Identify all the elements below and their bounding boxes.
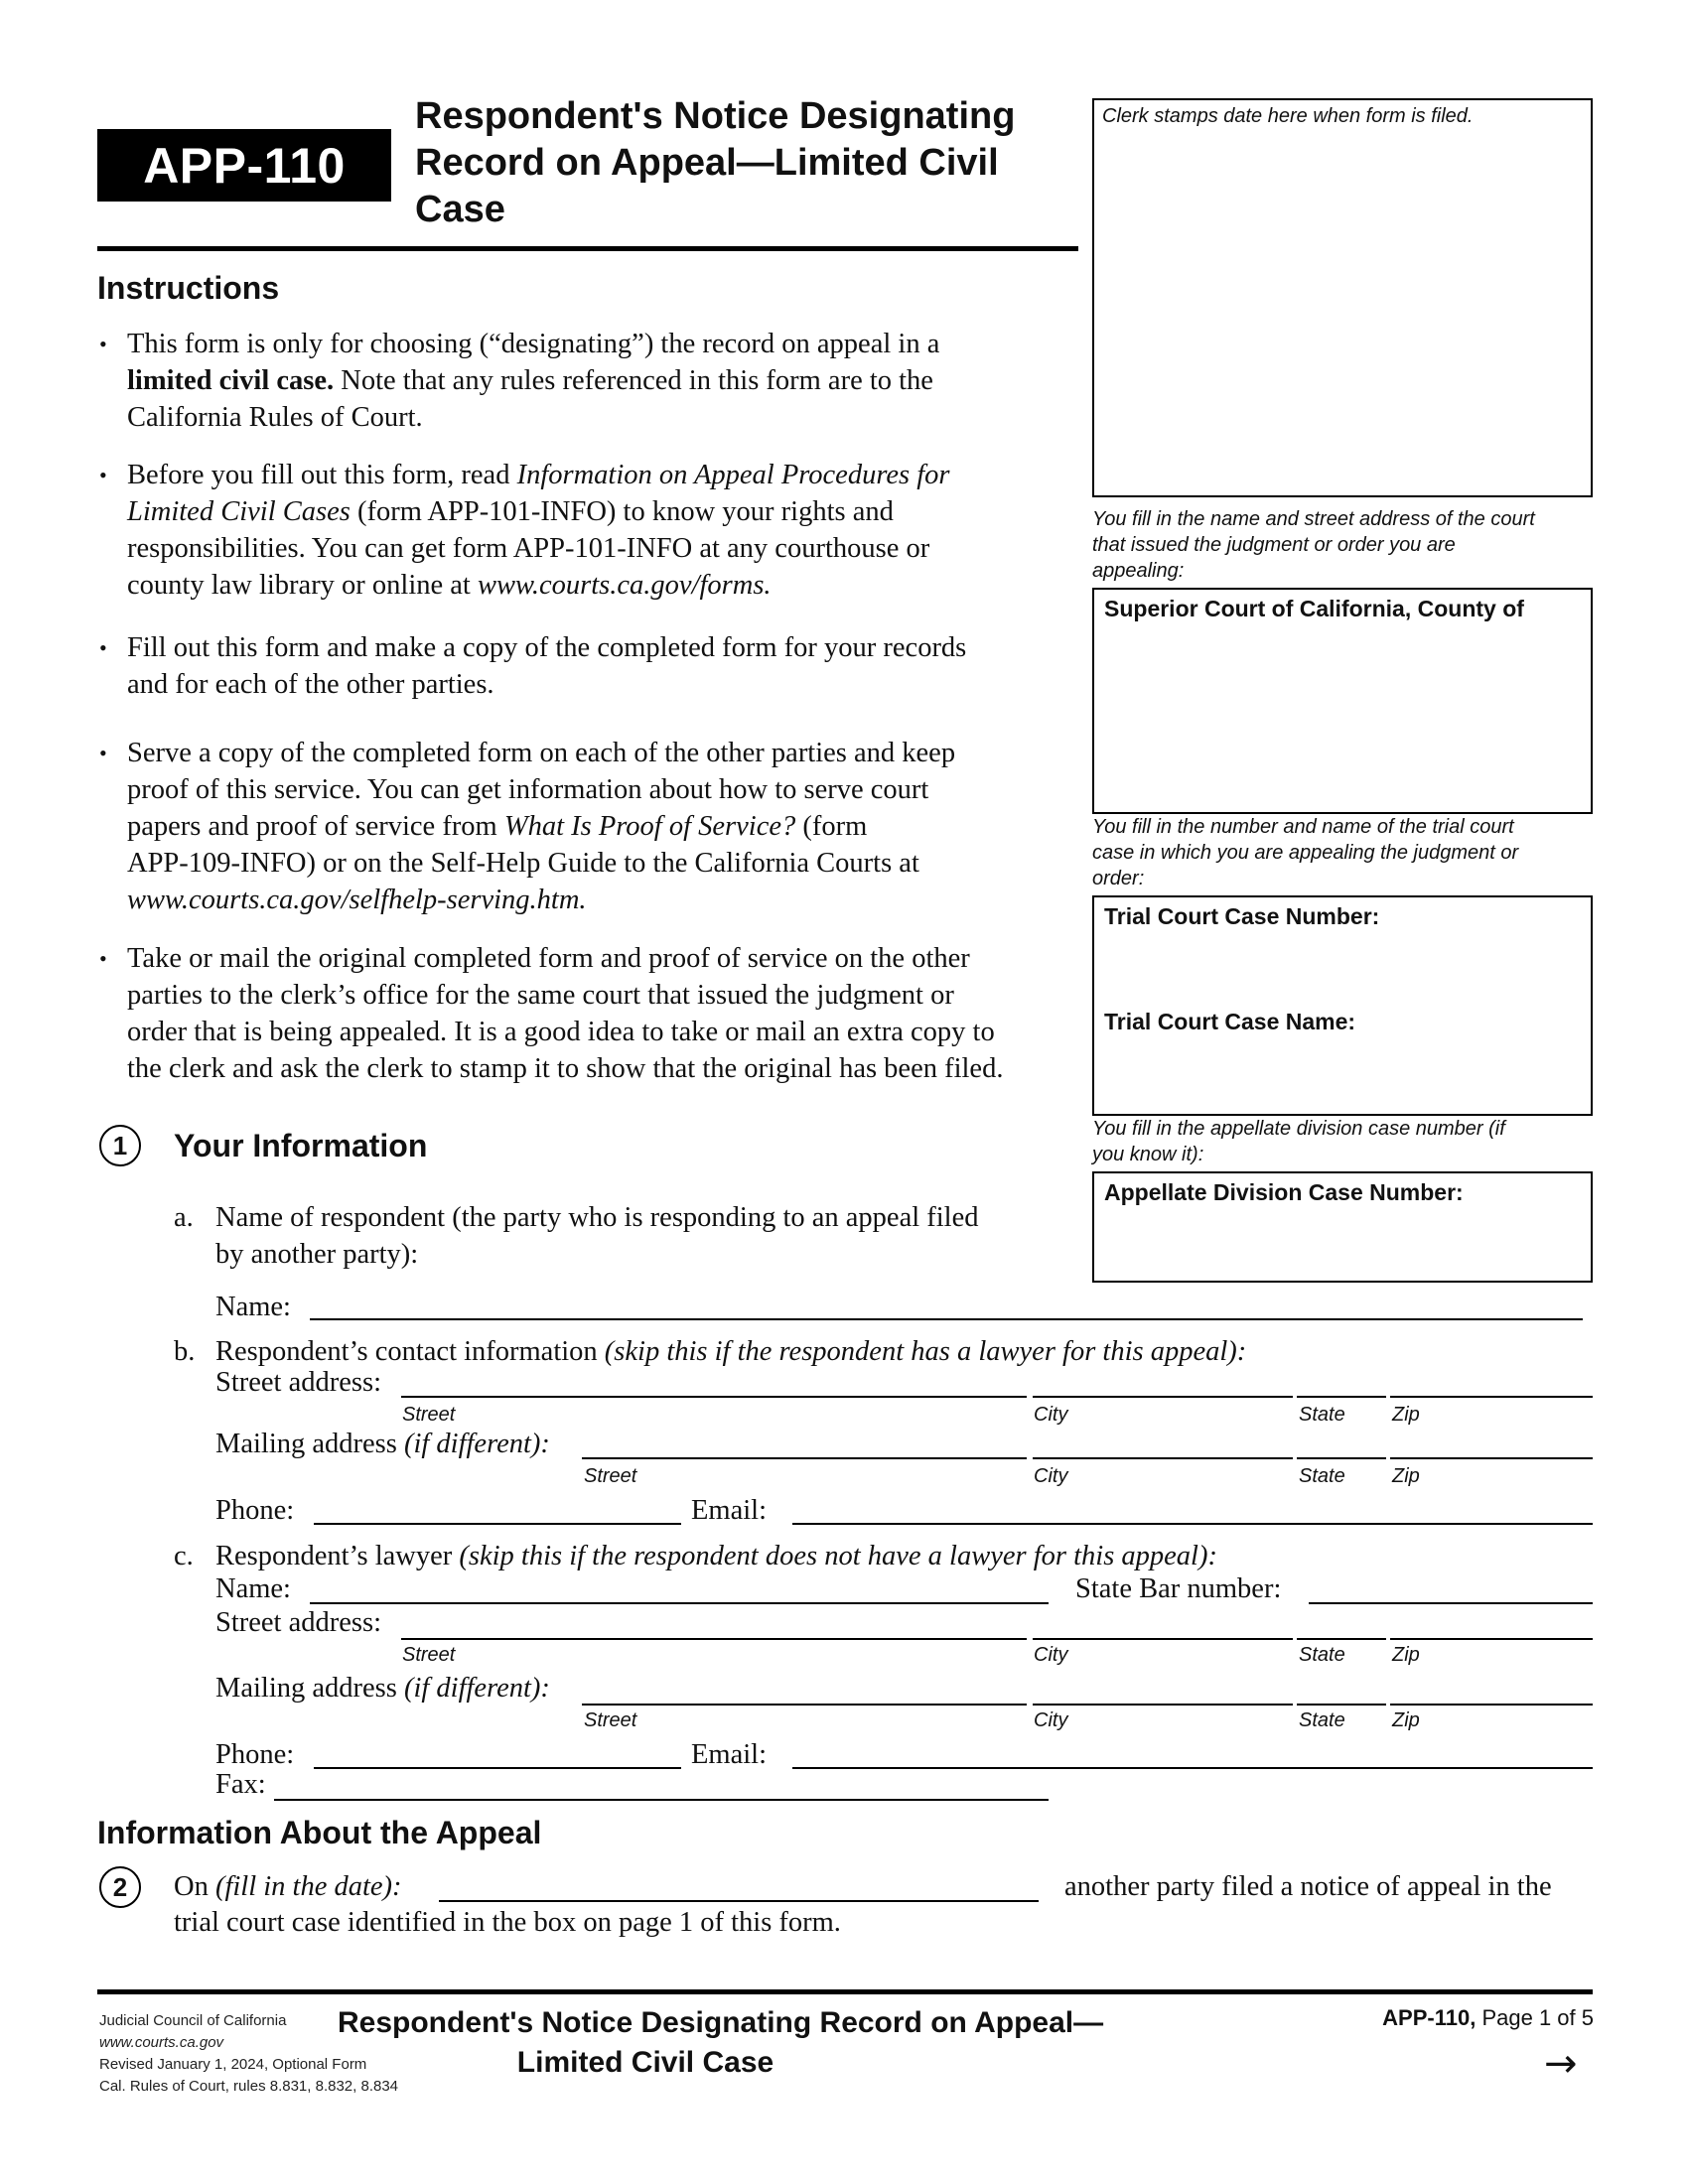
street-sublabel: Street [584,1709,637,1731]
footer-title-line: Respondent's Notice Designating Record on Appeal— [338,2006,1104,2039]
item-a-line: by another party): [215,1239,419,1270]
instruction-line: proof of this service. You can get information about how to serve court [127,774,929,805]
zip-sublabel: Zip [1392,1644,1420,1666]
selfhelp-link[interactable]: www.courts.ca.gov/selfhelp-serving.htm. [127,885,587,915]
instruction-line: • Before you fill out this form, read Information on Appeal Procedures for [127,460,950,490]
street-sublabel: Street [402,1644,456,1666]
lawyer-email-field[interactable] [792,1767,1593,1769]
appeal-info-heading: Information About the Appeal [97,1815,542,1850]
item-b-text: Respondent’s contact information (skip this if the respondent has a lawyer for this appeal): [215,1336,1247,1367]
form-title-line: Case [415,189,505,230]
instruction-line: California Rules of Court. [127,402,423,433]
instruction-line: limited civil case. Note that any rules referenced in this form are to the [127,365,933,396]
title-divider [97,246,1078,251]
footer-title-line: Limited Civil Case [516,2046,774,2079]
instruction-bullet [97,629,1076,703]
email-label: Email: [691,1495,767,1526]
lawyer-state-field[interactable] [1297,1638,1386,1640]
lawyer-phone-field[interactable] [314,1767,681,1769]
fax-field[interactable] [274,1799,1049,1801]
city-sublabel: City [1034,1465,1068,1487]
court-note-line: You fill in the name and street address of the court [1092,508,1535,530]
section-2-number: 2 [99,1866,141,1908]
zip-field[interactable] [1390,1396,1593,1398]
lawyer-name-field[interactable] [310,1602,1049,1604]
instruction-line: • Take or mail the original completed form and proof of service on the other [127,943,970,974]
footer-left-line: Revised January 1, 2024, Optional Form [99,2056,367,2073]
footer-title [338,2003,1104,2083]
instruction-line: responsibilities. You can get form APP-101-INFO at any courthouse or [127,533,930,564]
instruction-line: papers and proof of service from What Is Proof of Service? (form [127,811,868,842]
city-sublabel: City [1034,1709,1068,1731]
lawyer-email-label: Email: [691,1739,767,1770]
item-a-letter: a. [174,1202,194,1233]
city-sublabel: City [1034,1404,1068,1426]
appeal-text-after: another party filed a notice of appeal in the [1064,1871,1552,1902]
instruction-bullet [97,326,1076,436]
instructions-heading: Instructions [97,270,280,306]
instruction-line: and for each of the other parties. [127,669,494,700]
section-1-number: 1 [99,1125,141,1166]
mailing-state-field[interactable] [1297,1457,1386,1459]
street-sublabel: Street [584,1465,637,1487]
instruction-bullet [97,735,1076,918]
instruction-bullet [97,940,1100,1087]
item-c-text: Respondent’s lawyer (skip this if the respondent does not have a lawyer for this appeal): [215,1541,1217,1571]
respondent-name-field[interactable] [310,1318,1583,1320]
trial-note-line: You fill in the number and name of the trial court [1092,816,1514,838]
instruction-line: county law library or online at www.courts.ca.gov/forms. [127,570,772,601]
item-a-line: Name of respondent (the party who is responding to an appeal filed [215,1202,979,1233]
instruction-line: the clerk and ask the clerk to stamp it to show that the original has been filed. [127,1053,1004,1084]
lawyer-street-address-label: Street address: [215,1607,381,1638]
clerk-stamp-box[interactable] [1092,98,1593,497]
instruction-line: Limited Civil Cases (form APP-101-INFO) to know your rights and [127,496,894,527]
footer-page-number: APP-110, Page 1 of 5 [1382,2005,1594,2030]
appellate-case-box[interactable] [1092,1171,1593,1283]
form-title-line: Record on Appeal—Limited Civil [415,142,999,184]
phone-field[interactable] [314,1523,681,1525]
forms-link[interactable]: www.courts.ca.gov/forms. [477,570,772,601]
footer-left-line: Cal. Rules of Court, rules 8.831, 8.832, 8.834 [99,2078,399,2095]
instruction-line: • Fill out this form and make a copy of the completed form for your records [127,632,967,663]
mailing-city-field[interactable] [1033,1457,1293,1459]
mailing-street-field[interactable] [582,1457,1027,1459]
state-bar-field[interactable] [1309,1602,1593,1604]
section-1-heading: Your Information [174,1128,428,1163]
mailing-zip-field[interactable] [1390,1457,1593,1459]
respondent-name-label: Name: [215,1292,291,1322]
zip-sublabel: Zip [1392,1465,1420,1487]
instruction-line: • Serve a copy of the completed form on each of the other parties and keep [127,738,956,768]
state-bar-label: State Bar number: [1075,1573,1282,1604]
street-sublabel: Street [402,1404,456,1426]
lawyer-mailing-city-field[interactable] [1033,1704,1293,1706]
instruction-line [127,882,1076,918]
item-b-letter: b. [174,1336,196,1367]
street-field[interactable] [401,1396,1027,1398]
footer-left-line: www.courts.ca.gov [99,2034,224,2051]
zip-sublabel: Zip [1392,1709,1420,1731]
trial-note-line: case in which you are appealing the judgment or [1092,842,1519,864]
next-page-arrow-icon[interactable]: → [1544,2041,1578,2087]
appellate-note [1092,1116,1599,1167]
phone-label: Phone: [215,1495,295,1526]
court-note-line: that issued the judgment or order you are [1092,534,1456,556]
state-field[interactable] [1297,1396,1386,1398]
appeal-text-line2: trial court case identified in the box on page 1 of this form. [174,1907,841,1938]
item-a-text [215,1199,978,1273]
city-field[interactable] [1033,1396,1293,1398]
email-field[interactable] [792,1523,1593,1525]
lawyer-mailing-zip-field[interactable] [1390,1704,1593,1706]
lawyer-name-label: Name: [215,1573,291,1604]
instruction-line: order that is being appealed. It is a good idea to take or mail an extra copy to [127,1017,995,1047]
street-address-label: Street address: [215,1367,381,1398]
zip-sublabel: Zip [1392,1404,1420,1426]
appellate-note-line: you know it): [1092,1144,1204,1165]
appeal-date-label: On (fill in the date): [174,1871,402,1902]
state-sublabel: State [1299,1404,1345,1426]
state-sublabel: State [1299,1644,1345,1666]
form-title [415,93,1060,233]
lawyer-phone-label: Phone: [215,1739,295,1770]
court-box[interactable] [1092,588,1593,814]
lawyer-zip-field[interactable] [1390,1638,1593,1640]
instruction-line: • This form is only for choosing (“designating”) the record on appeal in a [127,329,940,359]
clerk-stamp-note: Clerk stamps date here when form is filed. [1102,105,1474,127]
trial-note-line: order: [1092,868,1145,889]
form-number-badge: APP-110 [97,129,391,202]
footer-divider [97,1989,1593,1994]
appeal-date-field[interactable] [439,1900,1039,1902]
city-sublabel: City [1034,1644,1068,1666]
lawyer-mailing-address-label: Mailing address (if different): [215,1673,550,1704]
state-sublabel: State [1299,1709,1345,1731]
item-c-letter: c. [174,1541,194,1571]
lawyer-street-field[interactable] [401,1638,1027,1640]
trial-case-box[interactable] [1092,895,1593,1116]
instruction-line: APP-109-INFO) or on the Self-Help Guide to the California Courts at [127,848,919,879]
court-box-label: Superior Court of California, County of [1104,596,1524,621]
footer-left-line: Judicial Council of California [99,2012,287,2029]
trial-case-number-label: Trial Court Case Number: [1104,903,1380,929]
instruction-bullet [97,457,1076,604]
mailing-address-label: Mailing address (if different): [215,1429,550,1459]
state-sublabel: State [1299,1465,1345,1487]
appellate-note-line: You fill in the appellate division case number (if [1092,1118,1505,1140]
lawyer-city-field[interactable] [1033,1638,1293,1640]
appellate-case-number-label: Appellate Division Case Number: [1104,1179,1464,1205]
form-title-line: Respondent's Notice Designating [415,95,1016,137]
instruction-line: parties to the clerk’s office for the same court that issued the judgment or [127,980,954,1011]
fax-label: Fax: [215,1769,266,1800]
lawyer-mailing-street-field[interactable] [582,1704,1027,1706]
trial-case-name-label: Trial Court Case Name: [1104,1009,1356,1034]
lawyer-mailing-state-field[interactable] [1297,1704,1386,1706]
court-note [1092,506,1599,584]
trial-note [1092,814,1599,891]
court-note-line: appealing: [1092,560,1185,582]
